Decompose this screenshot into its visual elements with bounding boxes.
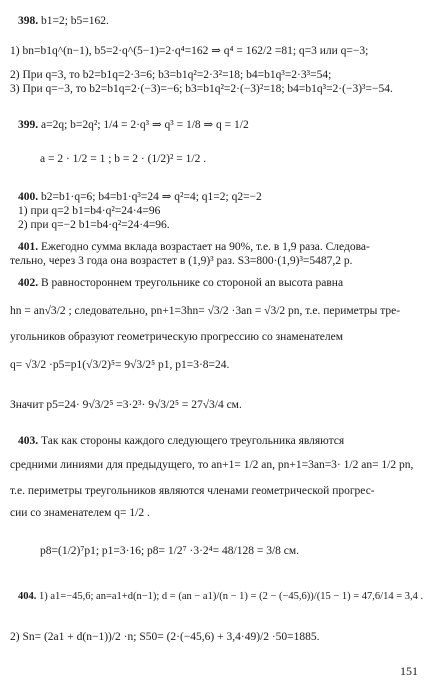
problem-number: 398.: [18, 15, 39, 27]
line: 2) при q=−2 b1=b4·q²=24·4=96.: [18, 219, 170, 231]
problem-number: 404.: [18, 591, 37, 602]
line: 1) bn=b1q^(n−1), b5=2·q^(5−1)=2·q⁴=162 ⇒ q⁴ = 162/2 =81; q=3 или q=−3;: [10, 45, 369, 57]
line: 404. 1) a1=−45,6; an=a1+d(n−1); d = (an − a1)/(n − 1) = (2 − (−45,6))/(15 − 1) = 47,6/14 = 3,4 .: [18, 591, 424, 602]
line: 399. a=2q; b=2q²; 1/4 = 2·q³ ⇒ q³ = 1/8 ⇒ q = 1/2: [18, 119, 249, 131]
line: 400. b2=b1·q=6; b4=b1·q³=24 ⇒ q²=4; q1=2; q2=−2: [18, 191, 262, 203]
line: Значит p5=24· 9√3/2⁵ =3·2³· 9√3/2⁵ = 27√3/4 см.: [10, 399, 242, 411]
line: тельно, через 3 года она возрастет в (1,9)³ раз. S3=800·(1,9)³=5487,2 р.: [10, 255, 353, 267]
line: 402. В равностороннем треугольнике со стороной an высота равна: [18, 277, 344, 289]
problem-number: 399.: [18, 119, 39, 131]
line: p8=(1/2)⁷p1; p1=3·16; p8= 1/2⁷ ·3·2⁴= 48/128 = 3/8 см.: [40, 545, 300, 557]
problem-number: 402.: [18, 277, 39, 289]
page-number: 151: [400, 664, 418, 678]
line: q= √3/2 ·p5=p1(√3/2)⁵= 9√3/2⁵ p1, p1=3·8=24.: [10, 359, 230, 371]
line: средними линиями для предыдущего, то an+1= 1/2 an, pn+1=3an=3· 1/2 an= 1/2 pn,: [10, 459, 414, 471]
problem-number: 400.: [18, 191, 39, 203]
problem-number: 403.: [18, 435, 39, 447]
line: 2) Sn= (2a1 + d(n−1))/2 ·n; S50= (2·(−45,6) + 3,4·49)/2 ·50=1885.: [10, 631, 320, 643]
line: 401. Ежегодно сумма вклада возрастает на 90%, т.е. в 1,9 раза. Следова-: [18, 241, 370, 253]
line: 1) при q=2 b1=b4·q²=24·4=96: [18, 205, 161, 217]
line: т.е. периметры треугольников являются членами геометрической прогрес-: [10, 485, 375, 497]
line: 2) При q=3, то b2=b1q=2·3=6; b3=b1q²=2·3²=18; b4=b1q³=2·3³=54;: [10, 69, 332, 81]
line: 403. Так как стороны каждого следующего треугольника являются: [18, 435, 345, 447]
line: сии со знаменателем q= 1/2 .: [10, 507, 150, 519]
line: a = 2 · 1/2 = 1 ; b = 2 · (1/2)² = 1/2 .: [40, 153, 207, 165]
problem-number: 401.: [18, 241, 39, 253]
line: 398. b1=2; b5=162.: [18, 15, 109, 27]
line: 3) При q=−3, то b2=b1q=2·(−3)=−6; b3=b1q²=2·(−3)²=18; b4=b1q³=2·(−3)³=−54.: [10, 83, 393, 95]
line: угольников образуют геометрическую прогрессию со знаменателем: [10, 331, 344, 343]
line: hn = an√3/2 ; следовательно, pn+1=3hn= √3/2 ·3an = √3/2 pn, т.е. периметры тре-: [10, 305, 401, 317]
